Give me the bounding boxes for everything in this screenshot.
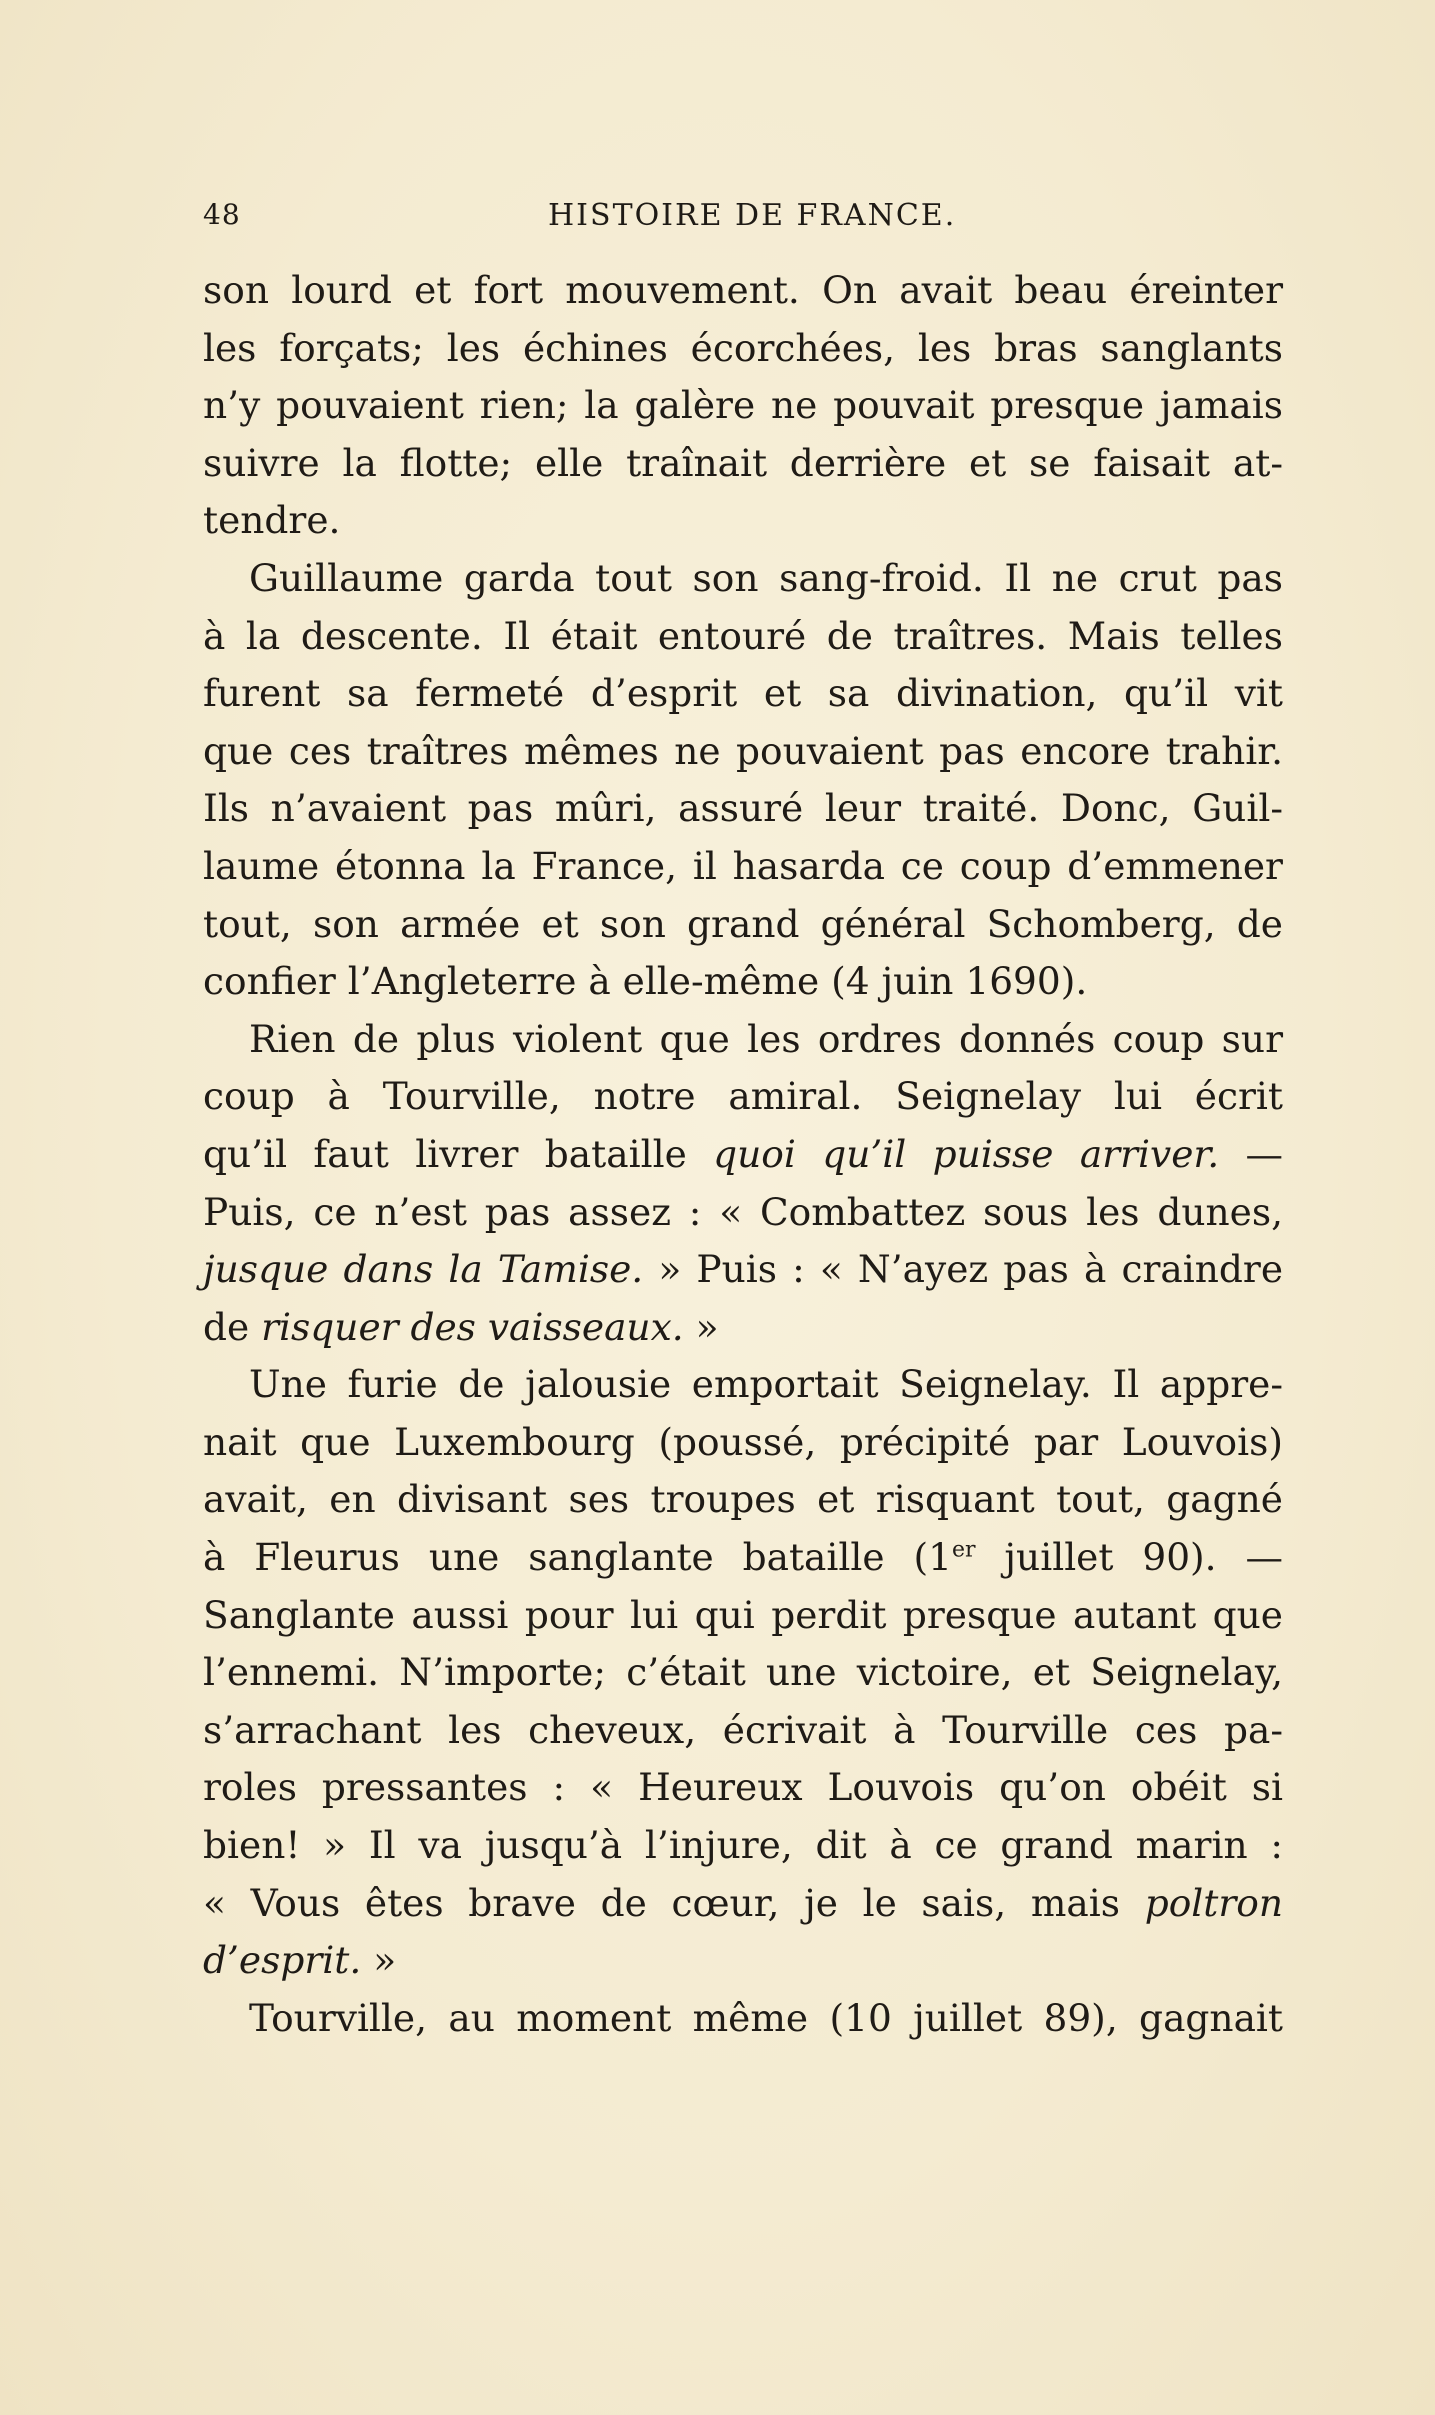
italic-quote: quoi qu’il puisse arriver.	[713, 1131, 1220, 1176]
text-line: suivre la flotte; elle traînait derrière et se faisait at-	[203, 440, 1283, 485]
text-line: à la descente. Il était entouré de traîtres. Mais telles	[203, 613, 1283, 658]
text-line: s’arrachant les cheveux, écrivait à Tourville ces pa-	[203, 1707, 1283, 1752]
text-line: tendre.	[203, 498, 341, 543]
text-line: Sanglante aussi pour lui qui perdit presque autant que	[203, 1592, 1283, 1637]
page-number: 48	[203, 198, 241, 231]
text-line: Puis, ce n’est pas assez : « Combattez sous les dunes,	[203, 1189, 1283, 1234]
text-segment: de	[203, 1304, 250, 1349]
italic-quote: d’esprit.	[203, 1938, 362, 1983]
text-line: les forçats; les échines écorchées, les bras sanglants	[203, 325, 1283, 370]
text-segment: »	[695, 1304, 719, 1349]
text-line: confier l’Angleterre à elle-même (4 juin 1690).	[203, 959, 1088, 1004]
text-line: n’y pouvaient rien; la galère ne pouvait presque jamais	[203, 383, 1283, 428]
italic-quote: risquer des vaisseaux.	[261, 1304, 684, 1349]
text-segment: à Fleurus une sanglante bataille (1	[203, 1535, 952, 1580]
text-line: nait que Luxembourg (poussé, précipité par Louvois)	[203, 1419, 1283, 1464]
text-line: furent sa fermeté d’esprit et sa divination, qu’il vit	[203, 671, 1283, 716]
text-line: Ils n’avaient pas mûri, assuré leur traité. Donc, Guil-	[203, 786, 1283, 831]
text-line: l’ennemi. N’importe; c’était une victoire, et Seignelay,	[203, 1650, 1283, 1695]
text-line: roles pressantes : « Heureux Louvois qu’on obéit si	[203, 1765, 1283, 1810]
text-line: Rien de plus violent que les ordres donnés coup sur	[249, 1016, 1283, 1061]
text-segment: juillet 90). —	[1004, 1535, 1283, 1580]
italic-quote: poltron	[1144, 1880, 1283, 1925]
text-line: que ces traîtres mêmes ne pouvaient pas encore trahir.	[203, 728, 1283, 773]
text-line	[203, 1126, 1283, 1184]
text-line: coup à Tourville, notre amiral. Seignelay lui écrit	[203, 1074, 1283, 1119]
text-line: avait, en divisant ses troupes et risquant tout, gagné	[203, 1477, 1283, 1522]
text-line	[203, 1932, 1283, 1990]
text-line: Une furie de jalousie emportait Seignelay. Il appre-	[249, 1362, 1283, 1407]
text-line: Guillaume garda tout son sang-froid. Il ne crut pas	[249, 555, 1283, 600]
text-line: bien! » Il va jusqu’à l’injure, dit à ce grand marin :	[203, 1823, 1283, 1868]
text-line: son lourd et fort mouvement. On avait beau éreinter	[203, 268, 1283, 312]
text-line: laume étonna la France, il hasarda ce coup d’emmener	[203, 843, 1283, 888]
italic-quote: jusque dans la Tamise.	[203, 1247, 644, 1292]
text-segment: qu’il faut livrer bataille	[203, 1131, 687, 1176]
text-segment: » Puis : « N’ayez pas à craindre	[658, 1247, 1284, 1292]
text-segment: »	[373, 1938, 397, 1983]
text-segment: « Vous êtes brave de cœur, je le sais, mais	[203, 1880, 1121, 1925]
text-line: tout, son armée et son grand général Schomberg, de	[203, 901, 1283, 946]
superscript: er	[951, 1537, 976, 1563]
text-line	[203, 1241, 1283, 1299]
text-line	[203, 1299, 1283, 1357]
text-segment: —	[1245, 1131, 1283, 1176]
text-line	[203, 1875, 1283, 1933]
body-text	[203, 262, 1283, 2047]
page-header	[203, 188, 1283, 248]
text-line: Tourville, au moment même (10 juillet 89), gagnait	[249, 1995, 1283, 2040]
text-line	[203, 1529, 1283, 1587]
running-title: HISTOIRE DE FRANCE.	[548, 198, 957, 233]
